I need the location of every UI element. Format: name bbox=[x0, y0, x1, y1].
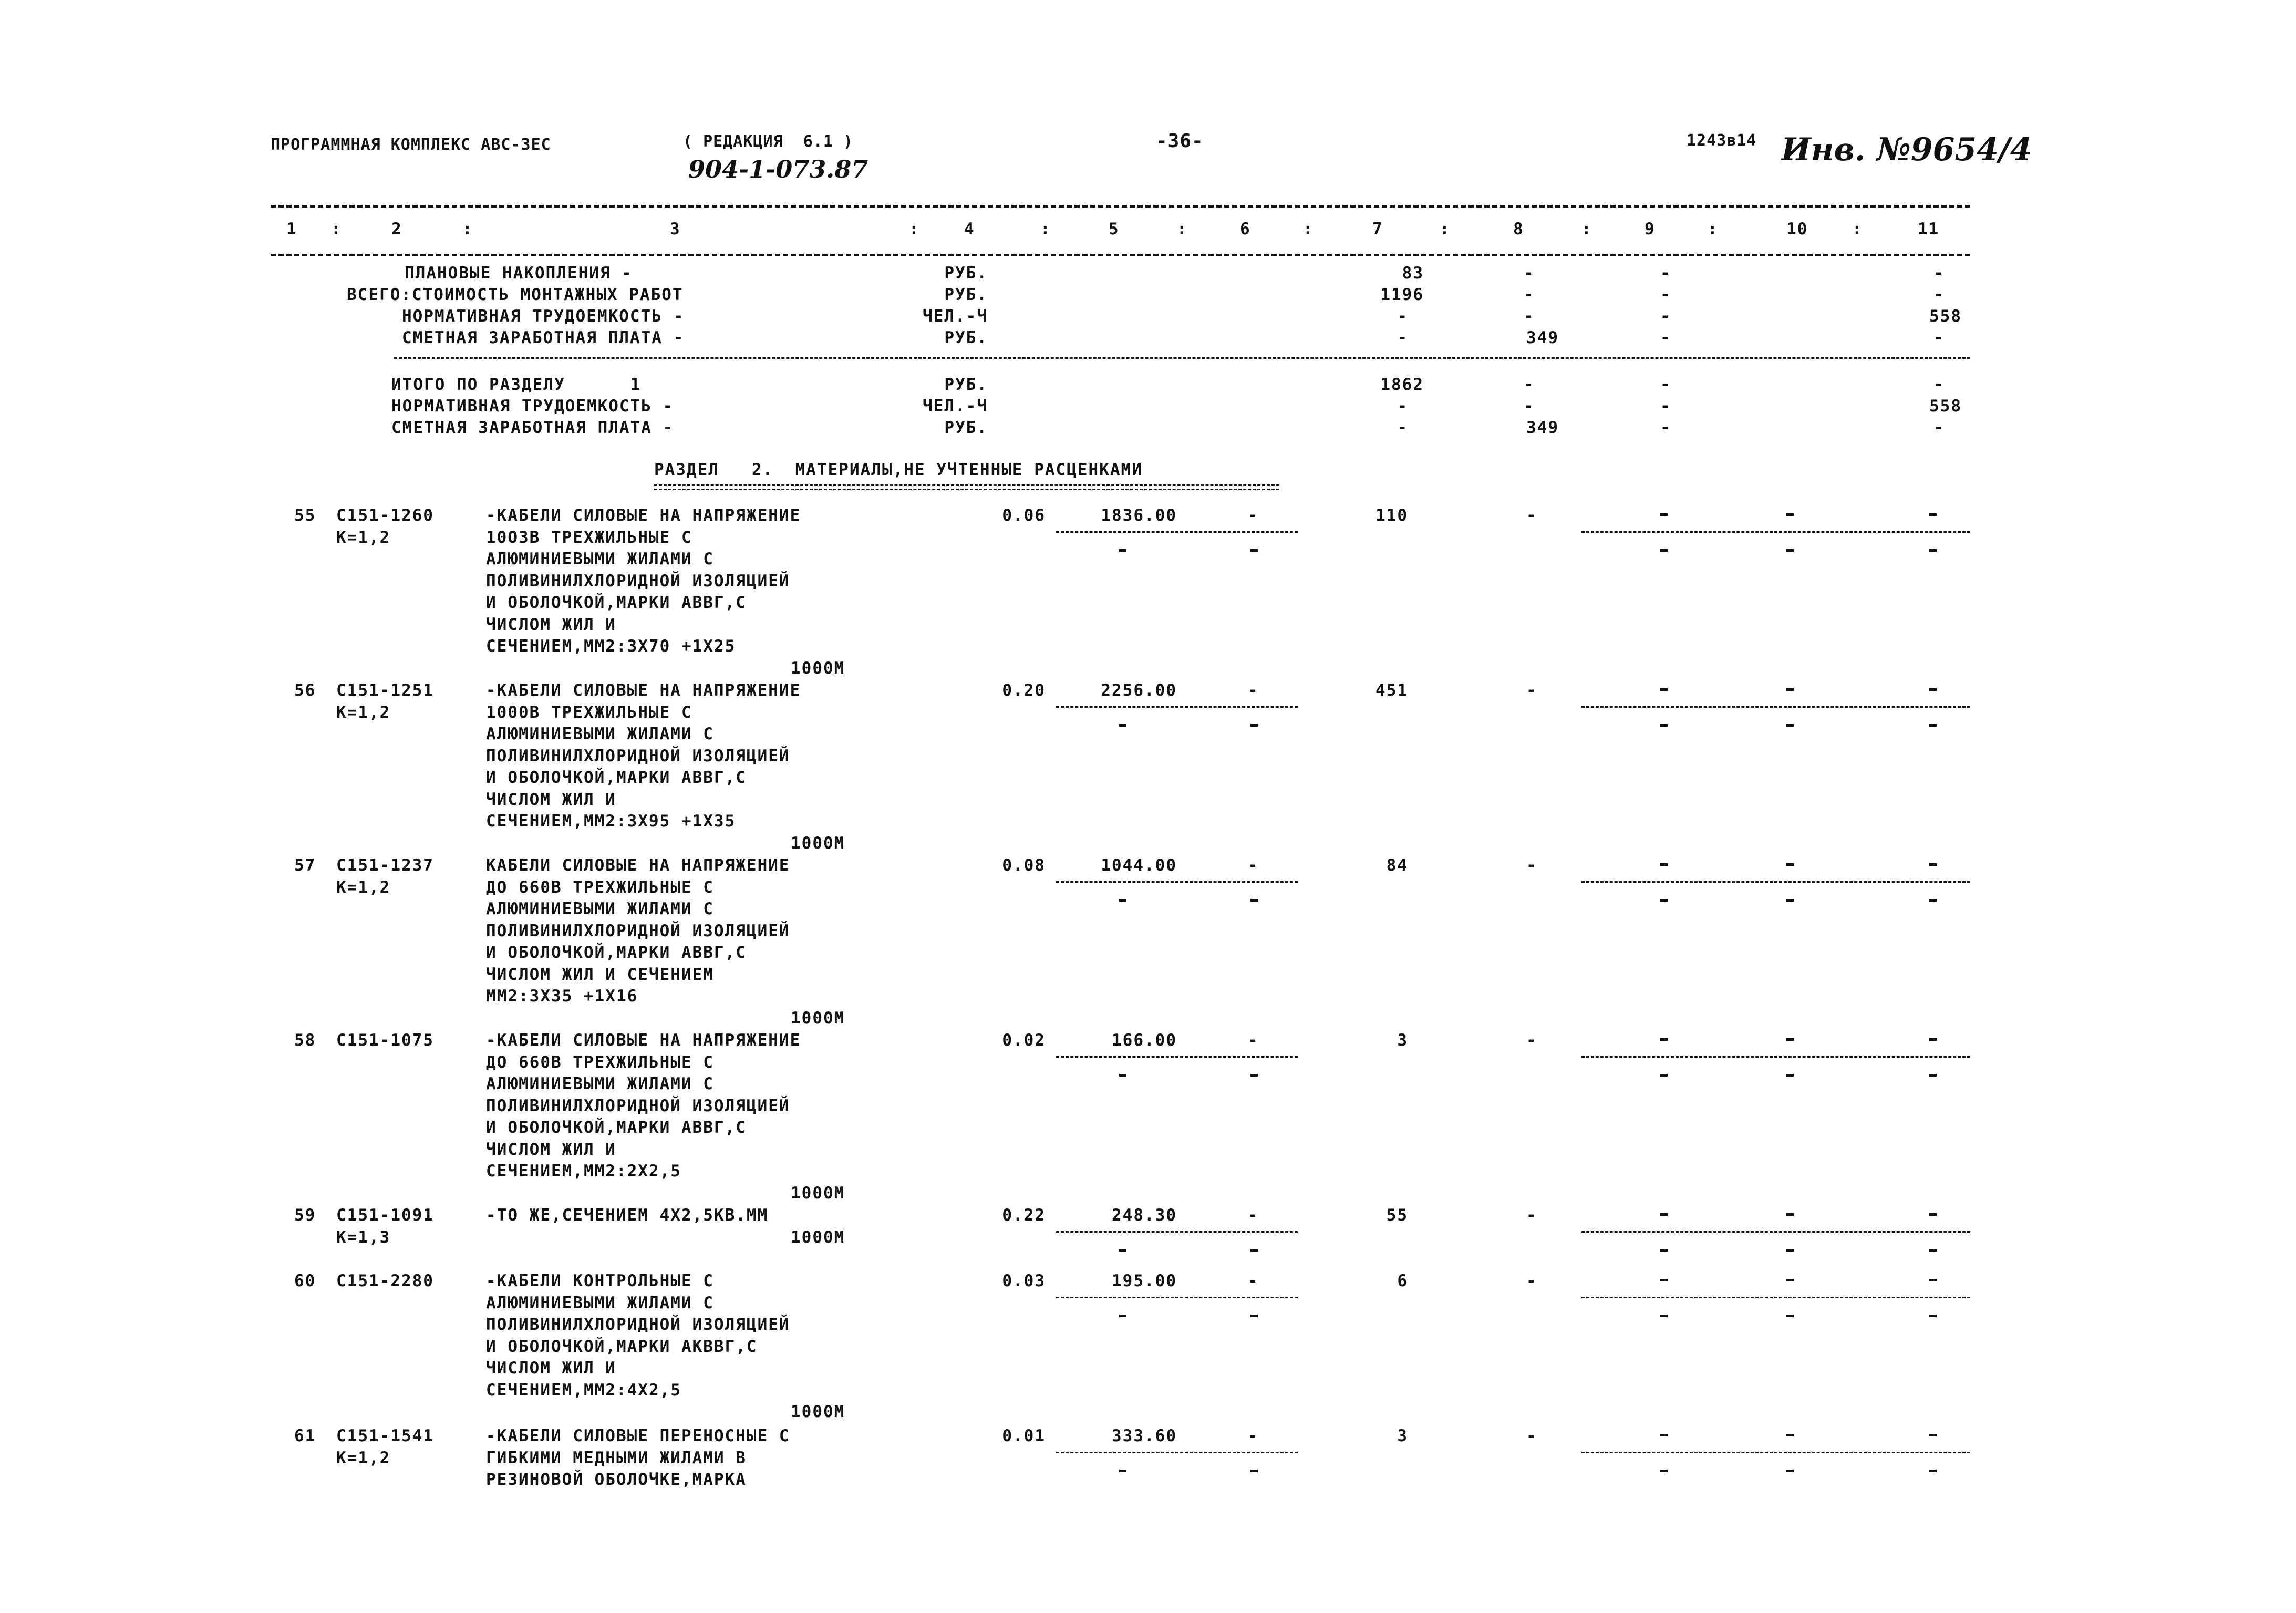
item-description-line: ПОЛИВИНИЛХЛОРИДНОЙ ИЗОЛЯЦИЕЙ bbox=[486, 921, 790, 940]
empty-cell-dash bbox=[1250, 549, 1258, 552]
item-description-line: ЧИСЛОМ ЖИЛ И bbox=[486, 790, 616, 809]
item-description-line: АЛЮМИНИЕВЫМИ ЖИЛАМИ С bbox=[486, 550, 714, 568]
summary-col9: - bbox=[1660, 418, 1671, 437]
item-subrule bbox=[1056, 1452, 1298, 1453]
summary-unit: РУБ. bbox=[944, 418, 988, 437]
empty-cell-dash bbox=[1786, 1470, 1794, 1472]
col-sep: : bbox=[1040, 220, 1051, 239]
item-number: 56 bbox=[294, 681, 316, 700]
empty-cell-dash bbox=[1119, 724, 1126, 727]
summary-col9: - bbox=[1660, 375, 1671, 394]
col-5: 5 bbox=[1109, 220, 1120, 239]
empty-cell-dash bbox=[1929, 1213, 1937, 1216]
item-subrule bbox=[1581, 1056, 1970, 1058]
col-7: 7 bbox=[1372, 220, 1383, 239]
item-description-line: -КАБЕЛИ СИЛОВЫЕ НА НАПРЯЖЕНИЕ bbox=[486, 681, 801, 700]
item-description-line: КАБЕЛИ СИЛОВЫЕ НА НАПРЯЖЕНИЕ bbox=[486, 856, 790, 875]
header-top-rule bbox=[271, 205, 1970, 208]
item-total: 110 bbox=[1375, 506, 1408, 525]
col-sep: : bbox=[462, 220, 473, 239]
summary-col8: - bbox=[1524, 285, 1535, 304]
item-coefficient: К=1,2 bbox=[336, 877, 391, 897]
col-10: 10 bbox=[1786, 220, 1808, 239]
summary-col8: 349 bbox=[1526, 328, 1559, 347]
summary-col7: 1196 bbox=[1380, 285, 1424, 304]
empty-cell-dash bbox=[1786, 513, 1794, 516]
item-description-line: ДО 660В ТРЕХЖИЛЬНЫЕ С bbox=[486, 877, 714, 897]
summary-unit: ЧЕЛ.-Ч bbox=[923, 307, 988, 326]
empty-cell-dash bbox=[1786, 549, 1794, 552]
empty-cell-dash bbox=[1119, 1470, 1126, 1472]
item-description-line: И ОБОЛОЧКОЙ,МАРКИ АВВГ,С bbox=[486, 1118, 747, 1137]
item-col8: - bbox=[1526, 506, 1537, 525]
summary-label: ПЛАНОВЫЕ НАКОПЛЕНИЯ - bbox=[405, 264, 633, 283]
item-price: 1044.00 bbox=[1101, 856, 1177, 875]
empty-cell-dash bbox=[1929, 1074, 1937, 1077]
summary-col11: 558 bbox=[1929, 307, 1962, 326]
item-price: 1836.00 bbox=[1101, 506, 1177, 525]
item-subrule bbox=[1581, 706, 1970, 708]
header-bottom-rule bbox=[271, 254, 1970, 256]
col-sep: : bbox=[909, 220, 920, 239]
empty-cell-dash bbox=[1119, 899, 1126, 902]
item-number: 58 bbox=[294, 1031, 316, 1050]
item-coefficient: К=1,3 bbox=[336, 1227, 391, 1247]
empty-cell-dash bbox=[1660, 1434, 1668, 1436]
handwritten-inventory: Инв. №9654/4 bbox=[1781, 131, 2032, 168]
item-quantity: 0.01 bbox=[1002, 1426, 1046, 1445]
summary-label: НОРМАТИВНАЯ ТРУДОЕМКОСТЬ - bbox=[402, 307, 685, 326]
col-4: 4 bbox=[964, 220, 975, 239]
col-sep: : bbox=[1440, 220, 1451, 239]
empty-cell-dash bbox=[1660, 513, 1668, 516]
empty-cell-dash bbox=[1929, 1279, 1937, 1281]
empty-cell-dash bbox=[1929, 1434, 1937, 1436]
summary-col11: - bbox=[1933, 285, 1945, 304]
item-total: 6 bbox=[1397, 1271, 1408, 1290]
item-quantity: 0.06 bbox=[1002, 506, 1046, 525]
page-number: -36- bbox=[1156, 130, 1204, 152]
empty-cell-dash bbox=[1660, 1249, 1668, 1252]
item-total: 3 bbox=[1397, 1031, 1408, 1050]
summary-unit: ЧЕЛ.-Ч bbox=[923, 397, 988, 416]
summary-col11: 558 bbox=[1929, 397, 1962, 416]
empty-cell-dash bbox=[1786, 1434, 1794, 1436]
item-price: 248.30 bbox=[1112, 1206, 1177, 1225]
col-2: 2 bbox=[391, 220, 402, 239]
item-description-line: СЕЧЕНИЕМ,ММ2:2Х2,5 bbox=[486, 1162, 681, 1181]
empty-cell-dash bbox=[1786, 1279, 1794, 1281]
item-quantity: 0.03 bbox=[1002, 1271, 1046, 1290]
col-sep: : bbox=[1581, 220, 1592, 239]
item-description-line: -ТО ЖЕ,СЕЧЕНИЕМ 4Х2,5КВ.ММ bbox=[486, 1206, 769, 1225]
item-description-line: СЕЧЕНИЕМ,ММ2:3Х95 +1Х35 bbox=[486, 812, 736, 831]
empty-cell-dash bbox=[1660, 899, 1668, 902]
item-description-line: И ОБОЛОЧКОЙ,МАРКИ АКВВГ,С bbox=[486, 1337, 758, 1356]
col-3: 3 bbox=[670, 220, 681, 239]
summary-unit: РУБ. bbox=[944, 264, 988, 283]
item-description-line: И ОБОЛОЧКОЙ,МАРКИ АВВГ,С bbox=[486, 943, 747, 962]
item-col6: - bbox=[1248, 1271, 1259, 1290]
empty-cell-dash bbox=[1660, 1315, 1668, 1317]
item-description-line: АЛЮМИНИЕВЫМИ ЖИЛАМИ С bbox=[486, 899, 714, 918]
summary-col9: - bbox=[1660, 328, 1671, 347]
empty-cell-dash bbox=[1660, 724, 1668, 727]
col-sep: : bbox=[1708, 220, 1719, 239]
item-coefficient: К=1,2 bbox=[336, 702, 391, 722]
summary-col8: - bbox=[1524, 264, 1535, 283]
col-1: 1 bbox=[286, 220, 297, 239]
empty-cell-dash bbox=[1660, 688, 1668, 691]
item-code: С151-1237 bbox=[336, 856, 434, 875]
item-code: С151-1075 bbox=[336, 1031, 434, 1050]
item-number: 59 bbox=[294, 1206, 316, 1225]
empty-cell-dash bbox=[1786, 1213, 1794, 1216]
item-unit: 1000М bbox=[791, 658, 845, 678]
empty-cell-dash bbox=[1119, 1074, 1126, 1077]
section-title: РАЗДЕЛ 2. МАТЕРИАЛЫ,НЕ УЧТЕННЫЕ РАСЦЕНКАМИ bbox=[654, 460, 1143, 479]
item-total: 451 bbox=[1375, 681, 1408, 700]
item-col8: - bbox=[1526, 1206, 1537, 1225]
item-subrule bbox=[1056, 1056, 1298, 1058]
empty-cell-dash bbox=[1119, 1315, 1126, 1317]
item-number: 60 bbox=[294, 1271, 316, 1290]
item-unit: 1000М bbox=[791, 833, 845, 853]
empty-cell-dash bbox=[1929, 1249, 1937, 1252]
summary-col7: - bbox=[1397, 397, 1408, 416]
item-description-line: 10ОЗВ ТРЕХЖИЛЬНЫЕ С bbox=[486, 528, 692, 547]
item-unit: 1000М bbox=[791, 1227, 845, 1247]
summary-separator bbox=[394, 357, 1970, 359]
item-description-line: СЕЧЕНИЕМ,ММ2:4Х2,5 bbox=[486, 1380, 681, 1400]
handwritten-code: 904-1-073.87 bbox=[688, 155, 868, 183]
empty-cell-dash bbox=[1250, 1470, 1258, 1472]
item-description-line: СЕЧЕНИЕМ,ММ2:3Х70 +1Х25 bbox=[486, 637, 736, 656]
col-sep: : bbox=[1852, 220, 1863, 239]
summary-label: СМЕТНАЯ ЗАРАБОТНАЯ ПЛАТА - bbox=[391, 418, 674, 437]
empty-cell-dash bbox=[1929, 724, 1937, 727]
empty-cell-dash bbox=[1660, 863, 1668, 866]
summary-label: НОРМАТИВНАЯ ТРУДОЕМКОСТЬ - bbox=[391, 397, 674, 416]
item-description-line: -КАБЕЛИ СИЛОВЫЕ НА НАПРЯЖЕНИЕ bbox=[486, 506, 801, 525]
item-description-line: ПОЛИВИНИЛХЛОРИДНОЙ ИЗОЛЯЦИЕЙ bbox=[486, 1315, 790, 1334]
item-col6: - bbox=[1248, 856, 1259, 875]
empty-cell-dash bbox=[1660, 549, 1668, 552]
item-description-line: ГИБКИМИ МЕДНЫМИ ЖИЛАМИ В bbox=[486, 1448, 747, 1467]
empty-cell-dash bbox=[1119, 549, 1126, 552]
summary-unit: РУБ. bbox=[944, 375, 988, 394]
item-description-line: ММ2:3Х35 +1Х16 bbox=[486, 987, 638, 1006]
empty-cell-dash bbox=[1250, 1315, 1258, 1317]
empty-cell-dash bbox=[1929, 513, 1937, 516]
summary-col8: - bbox=[1524, 375, 1535, 394]
item-description-line: 1000В ТРЕХЖИЛЬНЫЕ С bbox=[486, 702, 692, 722]
item-description-line: ПОЛИВИНИЛХЛОРИДНОЙ ИЗОЛЯЦИЕЙ bbox=[486, 1096, 790, 1115]
item-col8: - bbox=[1526, 856, 1537, 875]
item-unit: 1000М bbox=[791, 1183, 845, 1203]
item-description-line: ЧИСЛОМ ЖИЛ И bbox=[486, 615, 616, 634]
item-col6: - bbox=[1248, 1206, 1259, 1225]
empty-cell-dash bbox=[1929, 1315, 1937, 1317]
item-total: 84 bbox=[1386, 856, 1408, 875]
col-sep: : bbox=[1303, 220, 1314, 239]
empty-cell-dash bbox=[1660, 1279, 1668, 1281]
summary-col8: 349 bbox=[1526, 418, 1559, 437]
summary-col7: 83 bbox=[1402, 264, 1424, 283]
empty-cell-dash bbox=[1660, 1038, 1668, 1041]
item-col8: - bbox=[1526, 681, 1537, 700]
edition-label: ( РЕДАКЦИЯ 6.1 ) bbox=[683, 132, 854, 151]
item-col6: - bbox=[1248, 1031, 1259, 1050]
item-description-line: -КАБЕЛИ СИЛОВЫЕ НА НАПРЯЖЕНИЕ bbox=[486, 1031, 801, 1050]
item-code: С151-1091 bbox=[336, 1206, 434, 1225]
empty-cell-dash bbox=[1250, 724, 1258, 727]
empty-cell-dash bbox=[1786, 899, 1794, 902]
summary-col11: - bbox=[1933, 375, 1945, 394]
empty-cell-dash bbox=[1250, 899, 1258, 902]
item-quantity: 0.08 bbox=[1002, 856, 1046, 875]
item-description-line: ПОЛИВИНИЛХЛОРИДНОЙ ИЗОЛЯЦИЕЙ bbox=[486, 746, 790, 766]
item-subrule bbox=[1581, 531, 1970, 533]
item-price: 195.00 bbox=[1112, 1271, 1177, 1290]
empty-cell-dash bbox=[1929, 549, 1937, 552]
item-description-line: АЛЮМИНИЕВЫМИ ЖИЛАМИ С bbox=[486, 1293, 714, 1312]
empty-cell-dash bbox=[1786, 1315, 1794, 1317]
item-col8: - bbox=[1526, 1271, 1537, 1290]
summary-col7: - bbox=[1397, 328, 1408, 347]
empty-cell-dash bbox=[1929, 688, 1937, 691]
item-description-line: И ОБОЛОЧКОЙ,МАРКИ АВВГ,С bbox=[486, 768, 747, 787]
summary-col7: - bbox=[1397, 418, 1408, 437]
item-description-line: ДО 660В ТРЕХЖИЛЬНЫЕ С bbox=[486, 1052, 714, 1072]
empty-cell-dash bbox=[1250, 1249, 1258, 1252]
item-description-line: И ОБОЛОЧКОЙ,МАРКИ АВВГ,С bbox=[486, 593, 747, 612]
item-description-line: ЧИСЛОМ ЖИЛ И bbox=[486, 1140, 616, 1159]
summary-label: СМЕТНАЯ ЗАРАБОТНАЯ ПЛАТА - bbox=[402, 328, 685, 347]
summary-col9: - bbox=[1660, 264, 1671, 283]
summary-col11: - bbox=[1933, 264, 1945, 283]
item-code: С151-1541 bbox=[336, 1426, 434, 1445]
summary-col11: - bbox=[1933, 328, 1945, 347]
item-description-line: АЛЮМИНИЕВЫМИ ЖИЛАМИ С bbox=[486, 725, 714, 743]
item-col8: - bbox=[1526, 1031, 1537, 1050]
col-11: 11 bbox=[1918, 220, 1940, 239]
summary-label: ИТОГО ПО РАЗДЕЛУ 1 bbox=[391, 375, 642, 394]
summary-col8: - bbox=[1524, 307, 1535, 326]
item-subrule bbox=[1056, 531, 1298, 533]
col-6: 6 bbox=[1240, 220, 1251, 239]
item-description-line: ПОЛИВИНИЛХЛОРИДНОЙ ИЗОЛЯЦИЕЙ bbox=[486, 571, 790, 591]
empty-cell-dash bbox=[1660, 1213, 1668, 1216]
item-col8: - bbox=[1526, 1426, 1537, 1445]
summary-unit: РУБ. bbox=[944, 328, 988, 347]
summary-label: ВСЕГО:СТОИМОСТЬ МОНТАЖНЫХ РАБОТ bbox=[347, 285, 684, 304]
item-quantity: 0.22 bbox=[1002, 1206, 1046, 1225]
item-coefficient: К=1,2 bbox=[336, 528, 391, 547]
empty-cell-dash bbox=[1929, 1470, 1937, 1472]
empty-cell-dash bbox=[1786, 724, 1794, 727]
col-9: 9 bbox=[1645, 220, 1656, 239]
summary-col9: - bbox=[1660, 285, 1671, 304]
item-coefficient: К=1,2 bbox=[336, 1448, 391, 1467]
item-col6: - bbox=[1248, 681, 1259, 700]
item-price: 2256.00 bbox=[1101, 681, 1177, 700]
empty-cell-dash bbox=[1250, 1074, 1258, 1077]
item-number: 61 bbox=[294, 1426, 316, 1445]
item-subrule bbox=[1581, 1297, 1970, 1298]
empty-cell-dash bbox=[1786, 863, 1794, 866]
summary-col8: - bbox=[1524, 397, 1535, 416]
item-total: 3 bbox=[1397, 1426, 1408, 1445]
summary-col9: - bbox=[1660, 307, 1671, 326]
item-price: 333.60 bbox=[1112, 1426, 1177, 1445]
item-subrule bbox=[1581, 1452, 1970, 1453]
item-col6: - bbox=[1248, 1426, 1259, 1445]
col-sep: : bbox=[331, 220, 342, 239]
item-price: 166.00 bbox=[1112, 1031, 1177, 1050]
item-description-line: ЧИСЛОМ ЖИЛ И bbox=[486, 1359, 616, 1378]
item-description-line: ЧИСЛОМ ЖИЛ И СЕЧЕНИЕМ bbox=[486, 965, 714, 984]
col-8: 8 bbox=[1513, 220, 1524, 239]
program-name: ПРОГРАММНАЯ КОМПЛЕКС АВС-ЗЕС bbox=[271, 136, 551, 154]
item-subrule bbox=[1581, 1231, 1970, 1233]
col-sep: : bbox=[1177, 220, 1188, 239]
empty-cell-dash bbox=[1786, 1249, 1794, 1252]
item-description-line: -КАБЕЛИ КОНТРОЛЬНЫЕ С bbox=[486, 1271, 714, 1290]
doc-number: 1243в14 bbox=[1687, 131, 1757, 150]
item-quantity: 0.20 bbox=[1002, 681, 1046, 700]
item-code: С151-1260 bbox=[336, 506, 434, 525]
summary-col7: - bbox=[1397, 307, 1408, 326]
item-subrule bbox=[1056, 881, 1298, 883]
summary-col11: - bbox=[1933, 418, 1945, 437]
item-unit: 1000М bbox=[791, 1402, 845, 1421]
item-number: 57 bbox=[294, 856, 316, 875]
empty-cell-dash bbox=[1786, 1074, 1794, 1077]
empty-cell-dash bbox=[1929, 863, 1937, 866]
item-subrule bbox=[1581, 881, 1970, 883]
empty-cell-dash bbox=[1929, 1038, 1937, 1041]
item-col6: - bbox=[1248, 506, 1259, 525]
item-unit: 1000М bbox=[791, 1008, 845, 1028]
item-description-line: РЕЗИНОВОЙ ОБОЛОЧКЕ,МАРКА bbox=[486, 1470, 747, 1489]
summary-unit: РУБ. bbox=[944, 285, 988, 304]
item-description-line: -КАБЕЛИ СИЛОВЫЕ ПЕРЕНОСНЫЕ С bbox=[486, 1426, 790, 1445]
item-quantity: 0.02 bbox=[1002, 1031, 1046, 1050]
item-code: С151-1251 bbox=[336, 681, 434, 700]
empty-cell-dash bbox=[1786, 688, 1794, 691]
empty-cell-dash bbox=[1786, 1038, 1794, 1041]
item-subrule bbox=[1056, 706, 1298, 708]
item-subrule bbox=[1056, 1231, 1298, 1233]
section-title-underline bbox=[654, 484, 1279, 490]
item-description-line: АЛЮМИНИЕВЫМИ ЖИЛАМИ С bbox=[486, 1074, 714, 1093]
empty-cell-dash bbox=[1660, 1470, 1668, 1472]
item-code: С151-2280 bbox=[336, 1271, 434, 1290]
empty-cell-dash bbox=[1660, 1074, 1668, 1077]
empty-cell-dash bbox=[1929, 899, 1937, 902]
summary-col9: - bbox=[1660, 397, 1671, 416]
item-number: 55 bbox=[294, 506, 316, 525]
item-total: 55 bbox=[1386, 1206, 1408, 1225]
empty-cell-dash bbox=[1119, 1249, 1126, 1252]
item-subrule bbox=[1056, 1297, 1298, 1298]
summary-col7: 1862 bbox=[1380, 375, 1424, 394]
